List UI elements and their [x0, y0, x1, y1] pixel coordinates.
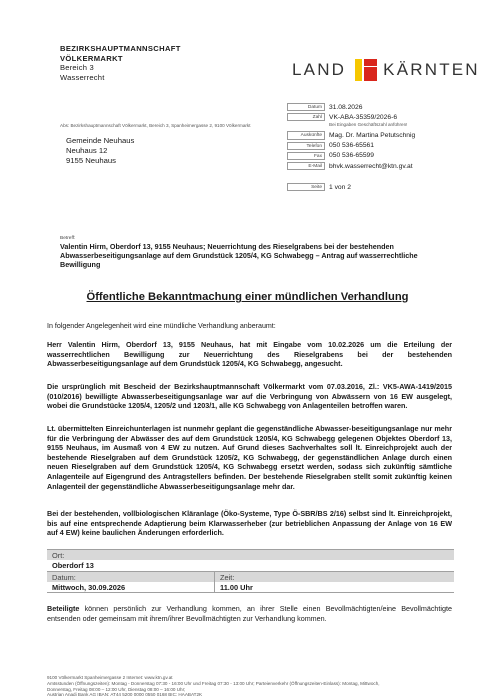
- meeting-time-value: 11.00 Uhr: [220, 583, 253, 592]
- contact-row: [287, 131, 415, 139]
- date-time-header-row: [47, 571, 454, 582]
- fax-label: Fax: [287, 152, 325, 160]
- file-number-row: [287, 113, 415, 121]
- authority-block: [60, 44, 181, 82]
- phone-row: [287, 142, 415, 150]
- recipient-street: Neuhaus 12: [66, 146, 108, 156]
- paragraph-plan: Lt. übermittelten Einreichunterlagen ist nunmehr geplant die gegenständliche Abwasser-beseitigungsanlage nur mehr für die Verbringung der Abwässer des auf dem Grundstück 1205/4, KG Schwabegg gelegenen Objektes Oberdorf 13, 9155 Neuhaus, im Ausmaß von 4 EW zu nutzen. Auf Grund dieses Sachverhaltes soll lt. Einreichprojekt auch der bestehende Rieselgraben auf dem Grundstück 1205/2, KG Schwabegg, der gegenständlichen Anlage durch einen neuen Rieselgraben auf dem Grundstück 1205/4, KG Schwabegg ersetzt werden, sodass sich zukünftig sämtliche Anlagenteile auf Eigengrund des Antragstellers befinden. Der bestehende Rieselgraben stellt somit zukünftig keinen Anlagenteil der gegenständliche Abwasserbeseitigungsanlage mehr dar.: [47, 424, 452, 491]
- contact-label: Auskünfte: [287, 131, 325, 139]
- phone-value: 050 536-65561: [329, 142, 374, 150]
- location-value: Oberdorf 13: [47, 560, 454, 571]
- page-value: 1 von 2: [329, 183, 351, 191]
- file-number-value: VK-ABA-35359/2026-6: [329, 113, 398, 121]
- authority-department: Bereich 3: [60, 63, 94, 73]
- logo-mark-icon: [355, 59, 377, 81]
- participants-paragraph: [47, 604, 452, 624]
- footer-hours-cont: Donnerstag, Freitag 08:00 – 12:00 Uhr, Dienstag 08:00 – 16:00 Uhr;: [47, 686, 186, 692]
- meeting-details-table: [47, 549, 454, 593]
- document-title: Öffentliche Bekanntmachung einer mündlichen Verhandlung: [86, 291, 409, 303]
- paragraph-treatment-plant: Bei der bestehenden, vollbiologischen Kläranlage (Öko-Systeme, Type Ö-SBR/BS 2/16) selbst sind lt. Einreichprojekt, bis auf eine entsprechende Adaptierung beim Klarwasserheber (zur betrieblichen Anpassung der Anlage von 16 EW auf 4 EW) keine baulichen Änderungen erforderlich.: [47, 509, 452, 538]
- paragraph-application: Herr Valentin Hirm, Oberdorf 13, 9155 Neuhaus, hat mit Eingabe vom 10.02.2026 um die Erteilung der wasserrechtlichen Bewilligung zur Neuerrichtung des Rieselgrabens bei der bestehenden Abwasserbeseitigungsanlage auf dem Grundstück 1205/4, KG Schwabegg, angesucht.: [47, 340, 452, 369]
- email-label: E-Mail: [287, 162, 325, 170]
- authority-name-1: BEZIRKSHAUPTMANNSCHAFT: [60, 44, 181, 53]
- fax-value: 050 536-65599: [329, 152, 374, 160]
- fax-row: [287, 152, 415, 160]
- email-value[interactable]: bhvk.wasserrecht@ktn.gv.at: [329, 162, 413, 170]
- recipient-city: 9155 Neuhaus: [66, 156, 117, 166]
- sender-line: Abs: Bezirkshauptmannschaft Völkermarkt, Bereich 3, Spanheimergasse 2, 9100 Völkermarkt: [60, 123, 251, 128]
- recipient-name: Gemeinde Neuhaus: [66, 136, 135, 145]
- authority-name-2: VÖLKERMARKT: [60, 53, 123, 63]
- date-row: [287, 103, 415, 111]
- date-value: 31.08.2026: [329, 103, 363, 111]
- email-row: [287, 162, 415, 170]
- contact-value: Mag. Dr. Martina Petutschnig: [329, 132, 416, 140]
- intro-text: In folgender Angelegenheit wird eine mündliche Verhandlung anberaumt:: [47, 322, 276, 330]
- logo-word-right: KÄRNTEN: [383, 60, 480, 79]
- meeting-date-value: Mittwoch, 30.09.2026: [47, 582, 215, 592]
- phone-label: Telefon: [287, 142, 325, 150]
- land-kaernten-logo: [292, 57, 480, 83]
- page-footer: [47, 675, 457, 698]
- file-number-note: Bei Eingaben Geschäftszahl anführen!: [329, 122, 408, 128]
- subject-label: Betreff:: [60, 236, 76, 241]
- location-label: Ort:: [47, 549, 454, 560]
- date-time-value-row: [47, 582, 454, 593]
- footer-bank: Austrian Anadi Bank AG IBAN: AT44 5200 0000 0550 0168 BIC: HAABAT2K: [47, 692, 203, 698]
- participants-keyword: Beteiligte: [47, 604, 80, 613]
- footer-hours: Amtsstunden (Öffnungszeiten): Montag - Donnerstag 07:30 - 16:00 Uhr und Freitag 07:30 - 13:00 Uhr; Parteienverkehr (Öffnungszeiten-Einlass): Montag, Mittwoch,: [47, 680, 380, 686]
- reference-info-box: [287, 103, 415, 172]
- page-number-row: [287, 183, 351, 191]
- logo-word-left: LAND: [292, 60, 347, 79]
- meeting-date-label: Datum:: [47, 572, 215, 582]
- meeting-time-label: Zeit:: [220, 573, 235, 582]
- subject-text: Valentin Hirm, Oberdorf 13, 9155 Neuhaus; Neuerrichtung des Rieselgrabens bei der bestehenden Abwasserbeseitigungsanlage auf dem Grundstück 1205/4, KG Schwabegg – Antrag auf wasserrechtliche Bewilligung: [60, 242, 418, 270]
- participants-text: können persönlich zur Verhandlung kommen, an ihrer Stelle einen Bevollmächtigten/eine Bevollmächtigte entsenden oder gemeinsam mit ihrem/ihrer Bevollmächtigten zur Verhandlung kommen.: [47, 604, 452, 624]
- file-number-label: Zahl: [287, 113, 325, 121]
- page-label: Seite: [287, 183, 325, 191]
- paragraph-history: Die ursprünglich mit Bescheid der Bezirkshauptmannschaft Völkermarkt vom 07.03.2016, Zl.: VK5-AWA-1419/2015 (010/2016) bewilligte Abwasserbeseitigungsanlage war auf die Verbringung von Abwässern von 16 EW ausgelegt, wobei die Grundstücke 1205/4, 1205/2 und 1203/1, alle KG Schwabegg von Anlagenteilen betroffen waren.: [47, 382, 452, 411]
- recipient-address: [66, 136, 134, 167]
- footer-address: 9100 Völkermarkt Spanheimergasse 2 Internet: www.ktn.gv.at: [47, 675, 173, 680]
- authority-subdepartment: Wasserrecht: [60, 72, 105, 82]
- date-label: Datum: [287, 103, 325, 111]
